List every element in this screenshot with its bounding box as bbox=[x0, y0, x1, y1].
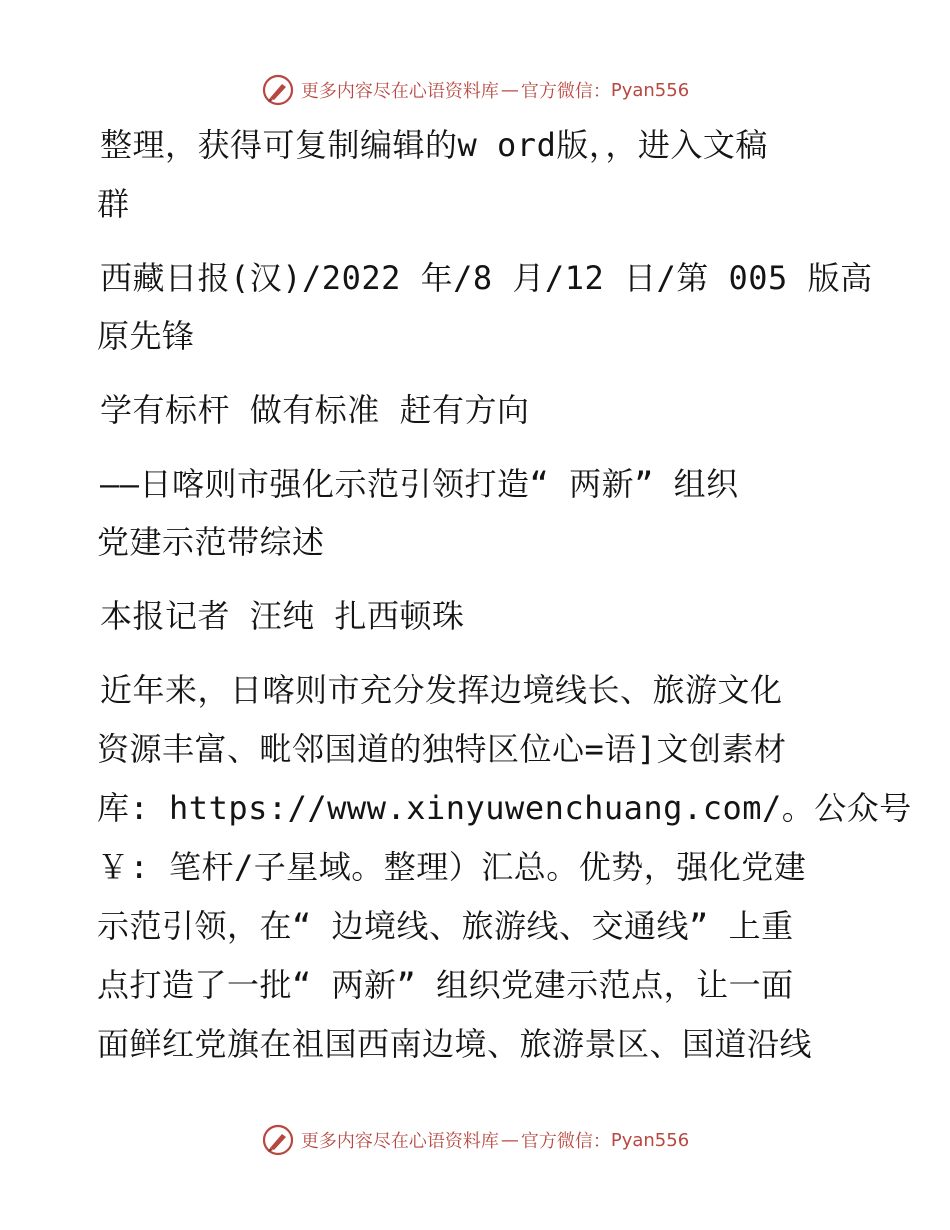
pen-nib-logo-icon bbox=[261, 1123, 295, 1157]
text-line: 库: https://www.xinyuwenchuang.com/。公众号 bbox=[97, 789, 912, 827]
watermark-wechat-label: 官方微信： bbox=[520, 81, 611, 102]
text-line: 学有标杆 做有标准 赶有方向 bbox=[100, 391, 530, 429]
watermark-wechat-id: Pyan556 bbox=[610, 79, 690, 101]
text-line: 本报记者 汪纯 扎西顿珠 bbox=[100, 597, 465, 635]
text-line: 资源丰富、毗邻国道的独特区位心=语]文创素材 bbox=[97, 730, 787, 768]
watermark-separator: — bbox=[500, 79, 519, 101]
text-line: 原先锋 bbox=[97, 317, 195, 355]
watermark-text: 更多内容尽在心语资料库 bbox=[300, 81, 499, 102]
text-line: 党建示范带综述 bbox=[97, 523, 325, 561]
text-line: ￥: 笔杆/子星域。整理）汇总。优势，强化党建 bbox=[97, 848, 807, 886]
text-line: 示范引领，在“ 边境线、旅游线、交通线” 上重 bbox=[97, 907, 794, 945]
watermark-wechat-label: 官方微信： bbox=[520, 1131, 611, 1152]
text-line: 整理，获得可复制编辑的w ord版，，进入文稿 bbox=[100, 126, 768, 164]
text-line: 点打造了一批“ 两新” 组织党建示范点，让一面 bbox=[97, 966, 794, 1004]
text-line: ——日喀则市强化示范引领打造“ 两新” 组织 bbox=[100, 465, 739, 503]
watermark-separator: — bbox=[500, 1129, 519, 1151]
watermark-text: 更多内容尽在心语资料库 bbox=[300, 1131, 499, 1152]
text-line: 西藏日报(汉)/2022 年/8 月/12 日/第 005 版高 bbox=[100, 259, 873, 297]
text-line: 面鲜红党旗在祖国西南边境、旅游景区、国道沿线 bbox=[97, 1025, 813, 1063]
text-line: 近年来，日喀则市充分发挥边境线长、旅游文化 bbox=[100, 671, 783, 709]
watermark-wechat-id: Pyan556 bbox=[610, 1129, 690, 1151]
text-line: 群 bbox=[97, 185, 130, 223]
watermark-banner-bottom bbox=[0, 1120, 950, 1160]
